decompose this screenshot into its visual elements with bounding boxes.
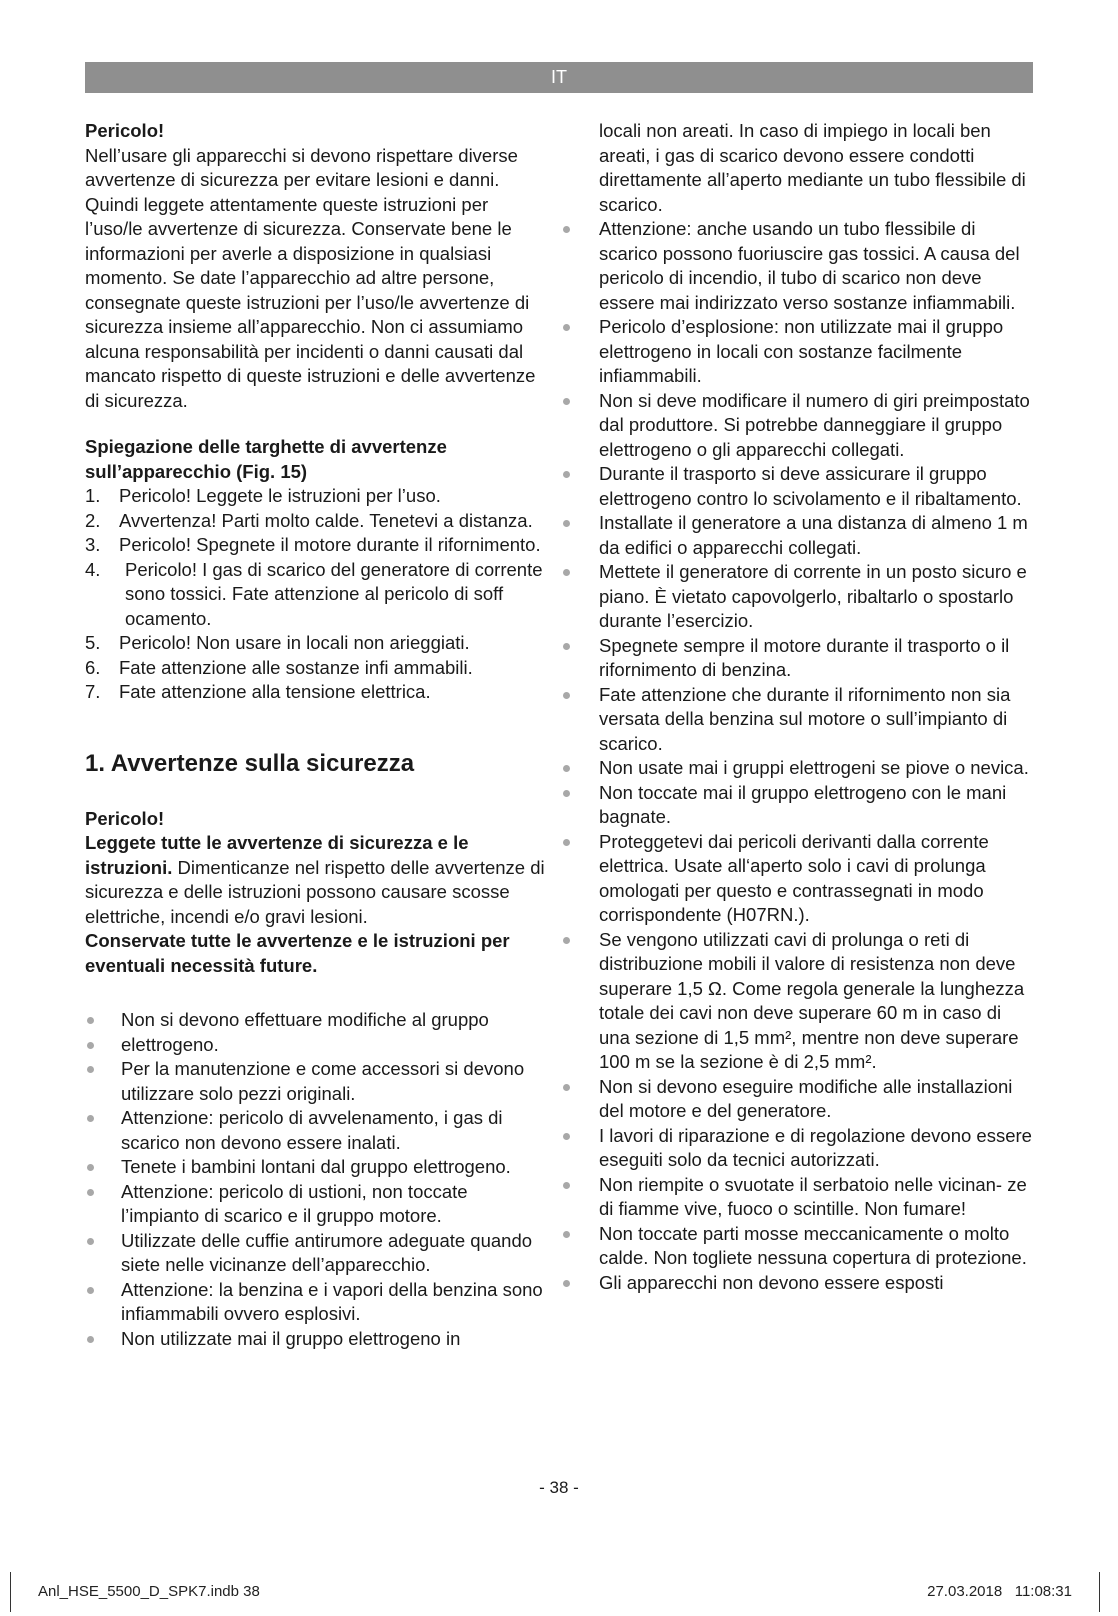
danger-title: Pericolo! [85, 120, 165, 141]
list-item: Per la manutenzione e come accessori si devono utilizzare solo pezzi originali. [85, 1057, 545, 1106]
list-item: 4. Pericolo! I gas di scarico del generatore di corrente sono tossici. Fate attenzione al pericolo di soff ocamento. [85, 558, 543, 629]
bullet-icon [563, 569, 570, 576]
list-item: Non si devono eseguire modifiche alle installazioni del motore e del generatore. [577, 1075, 1037, 1124]
bullet-icon [563, 765, 570, 772]
labels-list [85, 484, 545, 705]
crop-mark [1099, 1572, 1100, 1612]
bullet-icon [563, 692, 570, 699]
bullet-icon [87, 1017, 94, 1024]
list-item: Mettete il generatore di corrente in un posto sicuro e piano. È vietato capovolgerlo, ribaltarlo o spostarlo durante l’esercizio. [577, 560, 1037, 634]
list-item: Attenzione: pericolo di ustioni, non toccate l’impianto di scarico e il gruppo motore. [85, 1180, 545, 1229]
list-item: Attenzione: la benzina e i vapori della benzina sono infiammabili ovvero esplosivi. [85, 1278, 545, 1327]
danger-intro-text: Nell’usare gli apparecchi si devono rispettare diverse avvertenze di sicurezza per evitare lesioni e danni. Quindi leggete attentamente queste istruzioni per l’uso/le avvertenze di sicurezza. Conservate bene le informazioni per averle a disposizione in qualsiasi momento. Se date l’apparecchio ad altre persone, consegnate queste istruzioni per l’uso/le avvertenze di sicurezza insieme all’apparecchio. Non ci assumiamo alcuna responsabilità per incidenti o danni causati dal mancato rispetto di queste istruzioni e delle avvertenze di sicurezza. [85, 144, 536, 411]
list-item: Proteggetevi dai pericoli derivanti dalla corrente elettrica. Usate all‘aperto solo i cavi di prolunga omologati per questo e contrassegnati in modo corrispondente (H07RN.). [577, 830, 1037, 928]
bullet-icon [87, 1238, 94, 1245]
language-label: IT [551, 67, 567, 87]
danger-title: Pericolo! [85, 807, 165, 829]
list-item: Attenzione: pericolo di avvelenamento, i gas di scarico non devono essere inalati. [85, 1106, 545, 1155]
bullet-icon [87, 1189, 94, 1196]
safety-bullets-left [85, 1008, 545, 1351]
list-item: Non toccate mai il gruppo elettrogeno con le mani bagnate. [577, 781, 1037, 830]
list-item: Fate attenzione che durante il rifornimento non sia versata della benzina sul motore o sull’impianto di scarico. [577, 683, 1037, 757]
bullet-icon [87, 1042, 94, 1049]
bullet-icon [563, 1280, 570, 1287]
list-item: 1. Pericolo! Leggete le istruzioni per l’uso. [85, 485, 441, 506]
list-item: Installate il generatore a una distanza di almeno 1 m da edifici o apparecchi collegati. [577, 511, 1037, 560]
continuation-text: locali non areati. In caso di impiego in locali ben areati, i gas di scarico devono essere condotti direttamente all’aperto mediante un tubo flessibile di scarico. [599, 120, 1026, 215]
bullet-icon [563, 324, 570, 331]
list-item: Non riempite o svuotate il serbatoio nelle vicinan- ze di fiamme vive, fuoco o scintille. Non fumare! [577, 1173, 1037, 1222]
list-item: Non si devono effettuare modifiche al gruppo [85, 1008, 545, 1033]
bullet-icon [563, 937, 570, 944]
bullet-icon [563, 226, 570, 233]
bullet-icon [87, 1115, 94, 1122]
left-column [85, 119, 545, 1351]
list-item: 2. Avvertenza! Parti molto calde. Tenetevi a distanza. [85, 509, 533, 531]
safety-bullets-right [577, 217, 1037, 1295]
list-item: Utilizzate delle cuffie antirumore adeguate quando siete nelle vicinanze dell’apparecchio. [85, 1229, 545, 1278]
list-item: Non si deve modificare il numero di giri preimpostato dal produttore. Si potrebbe danneggiare il gruppo elettrogeno o gli apparecchi collegati. [577, 389, 1037, 463]
list-item: Se vengono utilizzati cavi di prolunga o reti di distribuzione mobili il valore di resistenza non deve superare 1,5 Ω. Come regola generale la lunghezza totale dei cavi non deve superare 60 m in caso di una sezione di 1,5 mm², mentre non deve superare 100 m se la sezione è di 2,5 mm². [577, 928, 1037, 1075]
danger-warning-text: Leggete tutte le avvertenze di sicurezza e le istruzioni. Dimenticanze nel rispetto delle avvertenze di sicurezza e delle istruzioni possono causare scosse elettriche, incendi e/o gravi lesioni. [85, 832, 545, 927]
list-item: Tenete i bambini lontani dal gruppo elettrogeno. [85, 1155, 545, 1180]
labels-title: Spiegazione delle targhette di avvertenze sull’apparecchio (Fig. 15) [85, 436, 447, 482]
bullet-icon [563, 643, 570, 650]
list-item: Non usate mai i gruppi elettrogeni se piove o nevica. [577, 756, 1037, 781]
bullet-icon [563, 839, 570, 846]
bullet-icon [87, 1066, 94, 1073]
bullet-icon [87, 1336, 94, 1343]
footer-file-info: Anl_HSE_5500_D_SPK7.indb 38 [38, 1583, 260, 1600]
bullet-icon [563, 520, 570, 527]
list-item: 6. Fate attenzione alle sostanze infi ammabili. [85, 656, 473, 678]
list-item: 3. Pericolo! Spegnete il motore durante il rifornimento. [85, 534, 541, 555]
bullet-icon [563, 790, 570, 797]
bullet-icon [563, 1133, 570, 1140]
keep-instructions-text: Conservate tutte le avvertenze e le istruzioni per eventuali necessità future. [85, 930, 510, 976]
bullet-icon [563, 1084, 570, 1091]
list-item: Attenzione: anche usando un tubo flessibile di scarico possono fuoriuscire gas tossici. A causa del pericolo di incendio, il tubo di scarico non deve essere mai indirizzato verso sostanze infiammabili. [577, 217, 1037, 315]
list-item: I lavori di riparazione e di regolazione devono essere eseguiti solo da tecnici autorizzati. [577, 1124, 1037, 1173]
bullet-icon [87, 1287, 94, 1294]
list-item: Non toccate parti mosse meccanicamente o molto calde. Non togliete nessuna copertura di protezione. [577, 1222, 1037, 1271]
list-item: Spegnete sempre il motore durante il trasporto o il rifornimento di benzina. [577, 634, 1037, 683]
list-item: Pericolo d’esplosione: non utilizzate mai il gruppo elettrogeno in locali con sostanze facilmente infiammabili. [577, 315, 1037, 389]
footer-timestamp: 27.03.2018 11:08:31 [927, 1583, 1072, 1600]
list-item: 7. Fate attenzione alla tensione elettrica. [85, 681, 431, 702]
list-item: Durante il trasporto si deve assicurare il gruppo elettrogeno contro lo scivolamento e il ribaltamento. [577, 462, 1037, 511]
bullet-icon [87, 1164, 94, 1171]
list-item: elettrogeno. [85, 1033, 545, 1058]
crop-mark [10, 1572, 11, 1612]
bullet-icon [563, 398, 570, 405]
bullet-icon [563, 1182, 570, 1189]
section-title: 1. Avvertenze sulla sicurezza [85, 749, 415, 777]
bullet-icon [563, 471, 570, 478]
language-header-bar [85, 62, 1033, 93]
page-number: - 38 - [539, 1478, 579, 1497]
bullet-icon [563, 1231, 570, 1238]
right-column [577, 119, 1037, 1295]
list-item: Non utilizzate mai il gruppo elettrogeno in [85, 1327, 545, 1352]
list-item: 5. Pericolo! Non usare in locali non arieggiati. [85, 632, 470, 653]
list-item: Gli apparecchi non devono essere esposti [577, 1271, 1037, 1296]
